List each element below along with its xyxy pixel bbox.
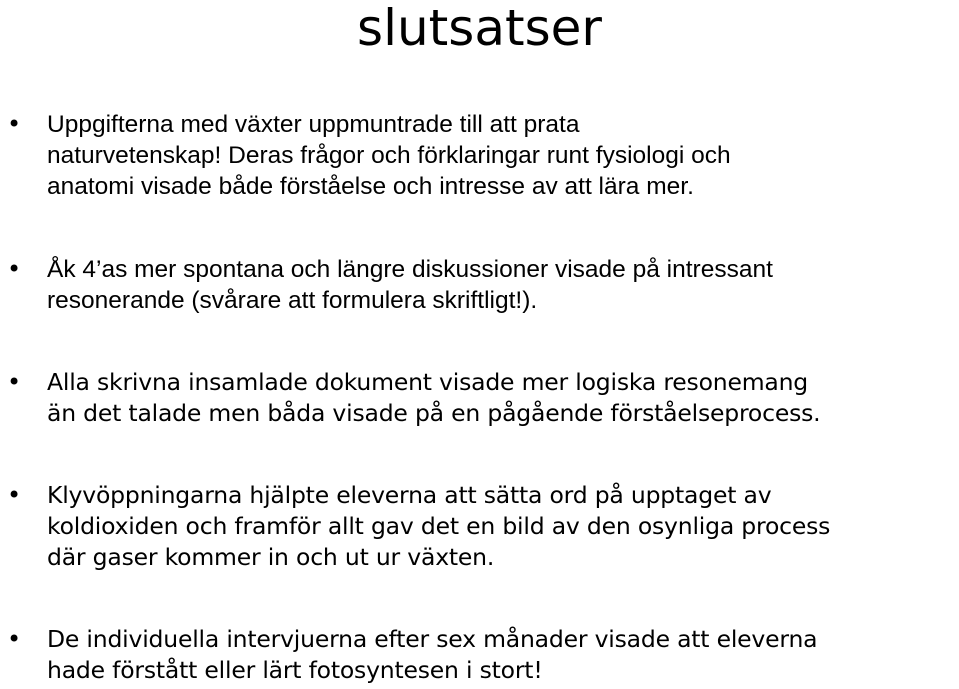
bullet-text-2: Åk 4’as mer spontana och längre diskussioner visade på intressant resonerande (svårare att formulera skriftligt!). [47,256,773,314]
bullet-icon: • [7,481,22,509]
bullet-icon: • [7,255,22,283]
bullet-icon: • [7,368,22,396]
bullet-text-3: Alla skrivna insamlade dokument visade mer logiska resonemang än det talade men båda visade på en pågående förståelseprocess. [47,368,821,427]
slide-title: slutsatser [357,0,602,57]
bullet-icon: • [7,110,22,138]
bullet-text-5: De individuella intervjuerna efter sex månader visade att eleverna hade förstått eller lärt fotosyntesen i stort! [47,625,818,684]
bullet-text-4: Klyvöppningarna hjälpte eleverna att sätta ord på upptaget av koldioxiden och framför allt gav det en bild av den osynliga process där gaser kommer in och ut ur växten. [47,481,831,571]
bullet-icon: • [7,625,22,653]
bullet-text-1: Uppgifterna med växter uppmuntrade till att prata naturvetenskap! Deras frågor och förklaringar runt fysiologi och anatomi visade både förståelse och intresse av att lära mer. [47,111,731,200]
